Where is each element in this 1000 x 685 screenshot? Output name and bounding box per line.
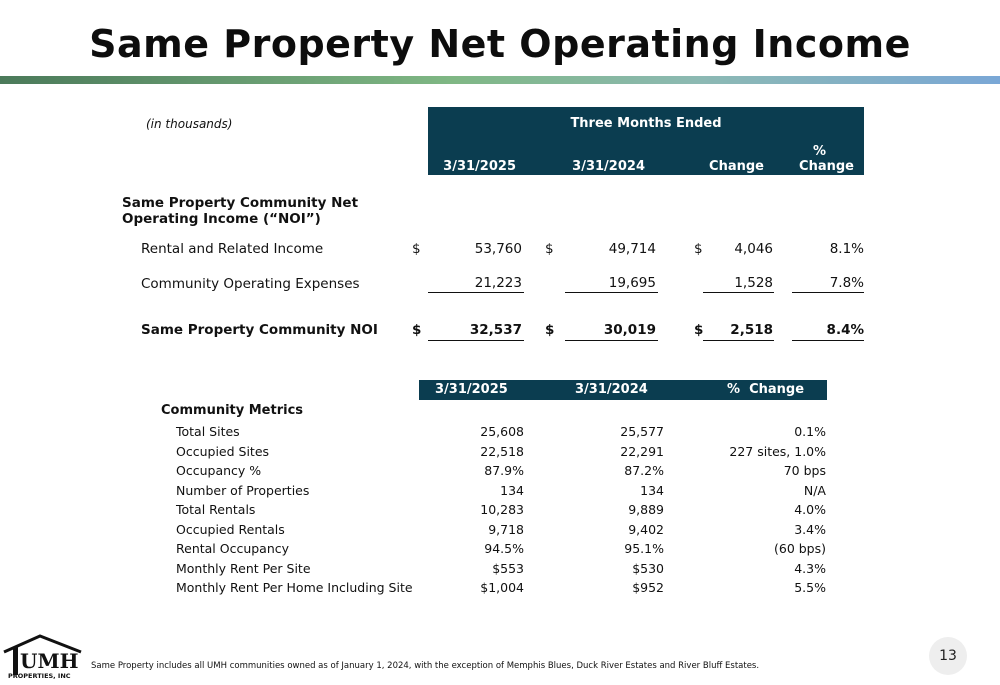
metric-value-change: 4.0%	[794, 502, 826, 517]
metric-value-2024: 22,291	[620, 444, 664, 459]
svg-text:UMH: UMH	[20, 649, 79, 673]
metric-value-2025: $1,004	[480, 580, 524, 595]
cell-noi-pct: 8.4%	[826, 322, 864, 338]
currency-symbol: $	[545, 322, 555, 338]
underline	[565, 292, 658, 293]
metric-label: Rental Occupancy	[176, 541, 290, 556]
metric-value-change: 4.3%	[794, 561, 826, 576]
gradient-divider	[0, 76, 1000, 84]
metric-value-2025: 9,718	[488, 522, 524, 537]
col-header-2025: 3/31/2025	[443, 159, 516, 174]
metric-value-change: 70 bps	[783, 463, 826, 478]
footnote: Same Property includes all UMH communities owned as of January 1, 2024, with the exception of Memphis Blues, Duck River Estates and River Bluff Estates.	[91, 661, 760, 671]
svg-text:PROPERTIES, INC: PROPERTIES, INC	[8, 672, 71, 680]
metric-value-2025: 134	[500, 483, 524, 498]
metric-value-2025: 94.5%	[484, 541, 524, 556]
metric-value-2025: 22,518	[480, 444, 524, 459]
cell-expenses-2025: 21,223	[474, 275, 522, 291]
metric-value-2024: 25,577	[620, 424, 664, 439]
currency-symbol: $	[412, 241, 421, 257]
cell-rental-change: 4,046	[734, 241, 773, 257]
metric-value-2024: $530	[632, 561, 664, 576]
currency-symbol: $	[694, 241, 703, 257]
metrics-col-change: % Change	[727, 382, 805, 397]
underline	[792, 340, 864, 341]
metrics-col-2024: 3/31/2024	[575, 382, 648, 397]
row-label-operating-expenses: Community Operating Expenses	[141, 276, 360, 292]
metric-value-2024: 95.1%	[624, 541, 664, 556]
page-number: 13	[929, 637, 967, 675]
currency-symbol: $	[545, 241, 554, 257]
metric-value-2025: 10,283	[480, 502, 524, 517]
metric-value-2024: 9,402	[628, 522, 664, 537]
cell-rental-2024: 49,714	[608, 241, 656, 257]
metric-value-2024: 87.2%	[624, 463, 664, 478]
metric-label: Occupancy %	[176, 463, 262, 478]
col-header-pct-change: % Change	[799, 144, 854, 174]
metric-value-2025: 25,608	[480, 424, 524, 439]
group-header: Three Months Ended	[570, 116, 722, 131]
metric-value-change: 0.1%	[794, 424, 826, 439]
cell-noi-2025: 32,537	[469, 322, 522, 338]
metric-label: Monthly Rent Per Home Including Site	[176, 580, 413, 595]
metric-value-2025: $553	[492, 561, 524, 576]
cell-noi-change: 2,518	[730, 322, 773, 338]
metric-value-2024: 134	[640, 483, 664, 498]
noi-section-heading: Same Property Community Net Operating Income (“NOI”)	[122, 195, 359, 227]
header-rule	[428, 174, 864, 175]
noi-table-header	[428, 107, 864, 174]
metric-value-2025: 87.9%	[484, 463, 524, 478]
row-label-rental-income: Rental and Related Income	[141, 241, 324, 257]
cell-expenses-pct: 7.8%	[829, 275, 864, 291]
cell-expenses-change: 1,528	[734, 275, 773, 291]
umh-logo	[2, 630, 84, 680]
metrics-table-header	[419, 380, 827, 400]
page-title: Same Property Net Operating Income	[89, 22, 911, 66]
metric-label: Number of Properties	[176, 483, 310, 498]
currency-symbol: $	[694, 322, 704, 338]
row-label-community-noi: Same Property Community NOI	[141, 322, 378, 338]
metric-label: Total Sites	[176, 424, 240, 439]
cell-rental-pct: 8.1%	[829, 241, 864, 257]
metric-value-change: 227 sites, 1.0%	[729, 444, 826, 459]
logo-house-icon	[2, 630, 84, 680]
col-header-change: Change	[709, 159, 764, 174]
metric-label: Occupied Sites	[176, 444, 270, 459]
underline	[703, 340, 774, 341]
metric-label: Monthly Rent Per Site	[176, 561, 311, 576]
metric-label: Occupied Rentals	[176, 522, 285, 537]
underline	[428, 340, 524, 341]
metric-value-change: 3.4%	[794, 522, 826, 537]
metrics-heading: Community Metrics	[161, 403, 304, 418]
underline	[428, 292, 524, 293]
units-note: (in thousands)	[146, 117, 233, 131]
underline	[703, 292, 774, 293]
underline	[792, 292, 864, 293]
cell-expenses-2024: 19,695	[608, 275, 656, 291]
cell-noi-2024: 30,019	[603, 322, 656, 338]
metric-value-change: (60 bps)	[773, 541, 826, 556]
metric-value-change: N/A	[803, 483, 826, 498]
currency-symbol: $	[412, 322, 422, 338]
metric-value-change: 5.5%	[794, 580, 826, 595]
underline	[565, 340, 658, 341]
metric-value-2024: 9,889	[628, 502, 664, 517]
cell-rental-2025: 53,760	[474, 241, 522, 257]
col-header-2024: 3/31/2024	[572, 159, 645, 174]
metrics-col-2025: 3/31/2025	[435, 382, 508, 397]
metric-value-2024: $952	[632, 580, 664, 595]
metric-label: Total Rentals	[176, 502, 256, 517]
